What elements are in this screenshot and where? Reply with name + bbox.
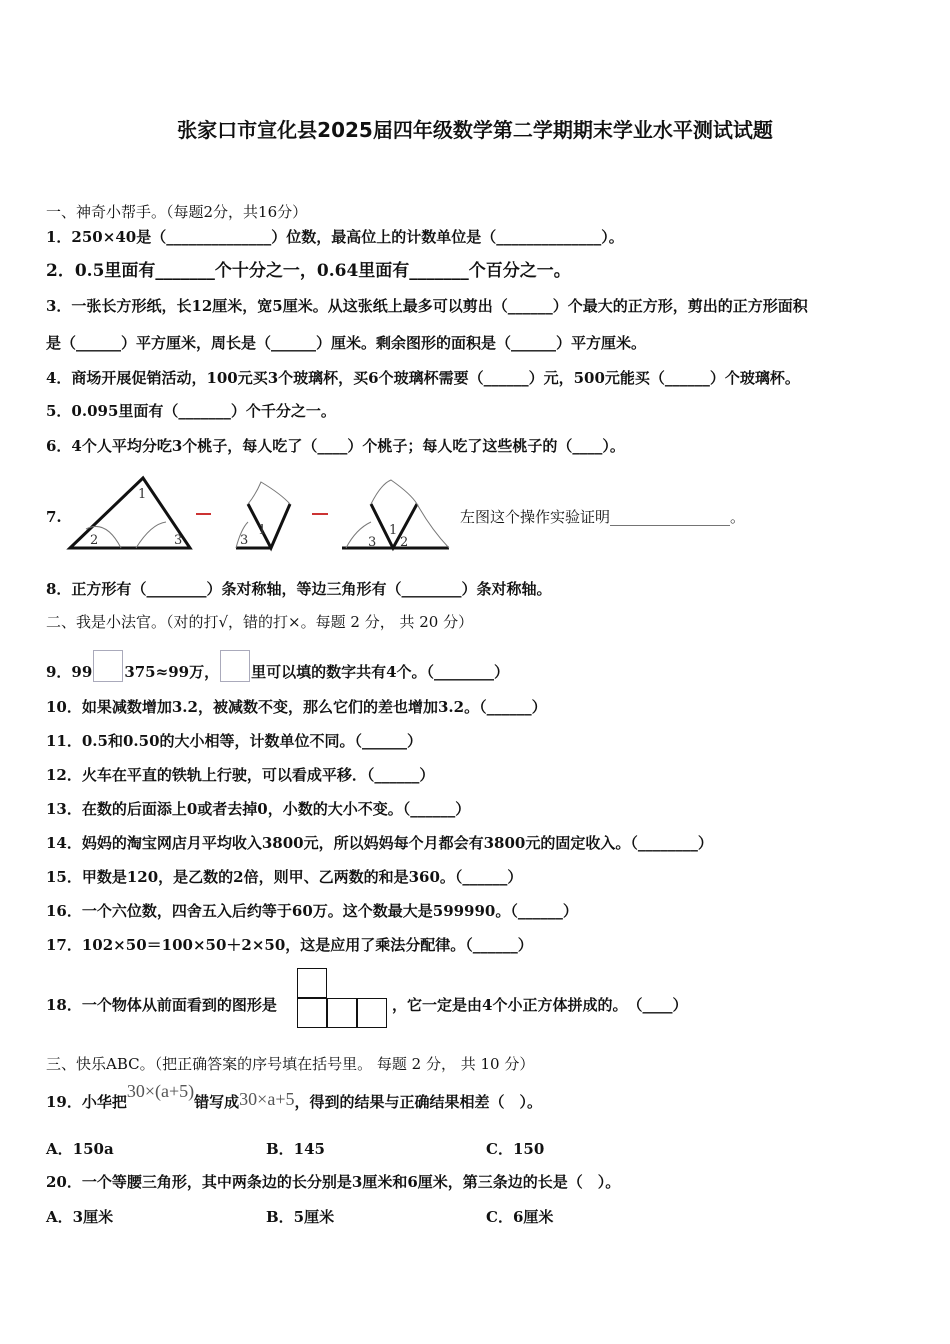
blank-box xyxy=(93,650,123,682)
figure-cell xyxy=(297,968,327,998)
question-8: 8．正方形有（________）条对称轴，等边三角形有（________）条对称轴。 xyxy=(46,580,552,598)
option-a: A．3厘米 xyxy=(46,1208,114,1226)
option-c: C．6厘米 xyxy=(486,1208,554,1226)
question-13: 13．在数的后面添上0或者去掉0，小数的大小不变。（______） xyxy=(46,800,471,818)
angle-label: 2 xyxy=(90,533,99,548)
angle-label: 1 xyxy=(138,487,147,502)
question-9 xyxy=(46,650,509,682)
angle-label: 3 xyxy=(174,533,183,548)
q9-part: 9．99 xyxy=(46,663,93,681)
q19-part: 错写成 xyxy=(194,1093,240,1111)
angle-label: 3 xyxy=(368,535,377,550)
question-3-line-2: 是（______）平方厘米，周长是（______）厘米。剩余图形的面积是（______）平方厘米。 xyxy=(46,334,647,352)
section-3-heading: 三、快乐ABC。（把正确答案的序号填在括号里。 每题 2 分， 共 10 分） xyxy=(46,1055,535,1073)
question-12: 12．火车在平直的铁轨上行驶，可以看成平移．（______） xyxy=(46,766,435,784)
question-18-part-a: 18．一个物体从前面看到的图形是 xyxy=(46,996,277,1014)
section-1-heading: 一、神奇小帮手。（每题2分，共16分） xyxy=(46,203,308,221)
question-18-part-b: ，它一定是由4个小正方体拼成的。 （____） xyxy=(392,996,688,1014)
question-11: 11．0.5和0.50的大小相等，计数单位不同。（______） xyxy=(46,732,423,750)
formula: 30×a+5 xyxy=(239,1089,295,1109)
q9-part: 375≈99万， xyxy=(124,663,220,681)
question-6: 6．4个人平均分吃3个桃子，每人吃了（____）个桃子；每人吃了这些桃子的（____）。 xyxy=(46,437,625,455)
q19-part: ，得到的结果与正确结果相差（ ）。 xyxy=(294,1093,542,1111)
question-2: 2．0.5里面有_______个十分之一，0.64里面有_______个百分之一。 xyxy=(46,261,571,281)
angle-label: 2 xyxy=(400,535,409,550)
question-10: 10．如果减数增加3.2，被减数不变，那么它们的差也增加3.2。（______） xyxy=(46,698,547,716)
question-4: 4．商场开展促销活动，100元买3个玻璃杯，买6个玻璃杯需要（______）元，500元能买（______）个玻璃杯。 xyxy=(46,369,800,387)
angle-label: 1 xyxy=(258,523,267,538)
question-19 xyxy=(46,1081,542,1112)
question-1: 1．250×40是（______________）位数，最高位上的计数单位是（______________）。 xyxy=(46,228,624,246)
question-20: 20．一个等腰三角形，其中两条边的长分别是3厘米和6厘米，第三条边的长是（ ）。 xyxy=(46,1173,621,1191)
question-5: 5．0.095里面有（_______）个千分之一。 xyxy=(46,402,336,420)
figure-cell xyxy=(357,998,387,1028)
option-c: C．150 xyxy=(486,1140,545,1158)
page-title: 张家口市宣化县2025届四年级数学第二学期期末学业水平测试试题 xyxy=(177,118,773,142)
question-16: 16．一个六位数，四舍五入后约等于60万。这个数最大是599990。（______） xyxy=(46,902,578,920)
option-b: B．5厘米 xyxy=(266,1208,335,1226)
question-7-number: 7. xyxy=(46,508,62,526)
figure-cell xyxy=(297,998,327,1028)
option-a: A．150a xyxy=(46,1140,114,1158)
question-14: 14．妈妈的淘宝网店月平均收入3800元，所以妈妈每个月都会有3800元的固定收入。（________） xyxy=(46,834,713,852)
question-17: 17．102×50＝100×50＋2×50，这是应用了乘法分配律。（______） xyxy=(46,936,533,954)
figure-cell xyxy=(327,998,357,1028)
question-15: 15．甲数是120，是乙数的2倍，则甲、乙两数的和是360。（______） xyxy=(46,868,523,886)
question-7-text: 左图这个操作实验证明________________。 xyxy=(460,508,746,526)
angle-label: 3 xyxy=(240,533,249,548)
section-2-heading: 二、我是小法官。（对的打√，错的打×。每题 2 分， 共 20 分） xyxy=(46,613,474,631)
question-3-line-1: 3．一张长方形纸，长12厘米，宽5厘米。从这张纸上最多可以剪出（______）个最大的正方形，剪出的正方形面积 xyxy=(46,297,808,315)
formula: 30×(a+5) xyxy=(126,1081,195,1101)
triangle-angle-sum-diagram xyxy=(66,474,456,554)
option-b: B．145 xyxy=(266,1140,325,1158)
blank-box xyxy=(220,650,250,682)
q19-part: 19．小华把 xyxy=(46,1093,127,1111)
q9-part: 里可以填的数字共有4个。（________） xyxy=(251,663,510,681)
angle-label: 1 xyxy=(389,523,398,538)
